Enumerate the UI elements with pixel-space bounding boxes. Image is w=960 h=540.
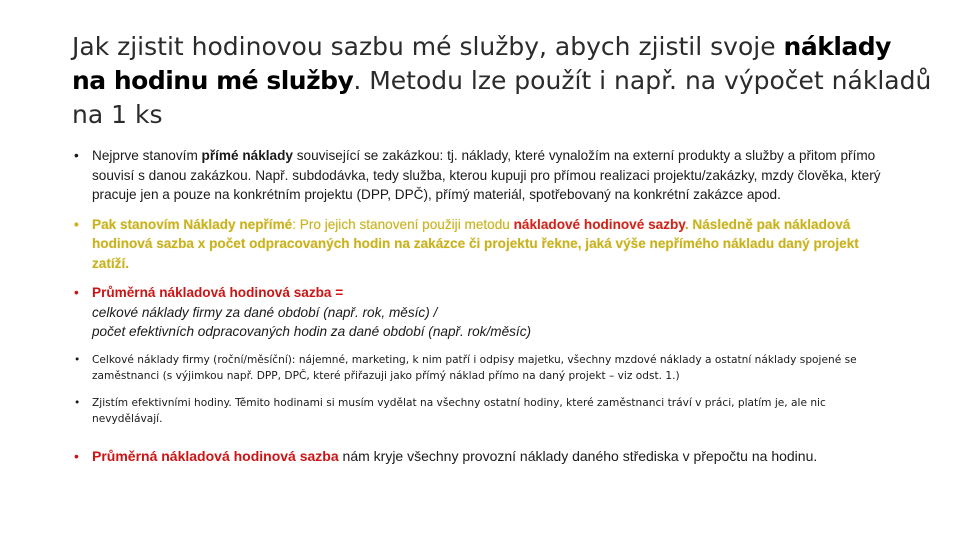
bullet-dot-icon: •: [74, 216, 79, 232]
bullet-1-post: související se zakázkou: tj. náklady, které vynaložím na externí produkty a služby a přitom přímo souvisí s danou zakázkou. Např. subdodávka, tedy služba, kterou kupuji pro přímou realizaci projektu/zakázky, mzdy člověka, který pracuje jen a pouze na konkrétním projektu (DPP, DPČ), přímý materiál, spotřebovaný na konkrétní zakázce apod.: [92, 148, 881, 202]
bullet-rate-summary: [74, 446, 884, 466]
bullet-indirect-costs: [74, 215, 884, 274]
bullet-total-costs: [74, 352, 884, 385]
bullet-list: [74, 146, 884, 466]
bullet-effective-hours: [74, 395, 884, 428]
bullet-2-pre: Pak stanovím Náklady nepřímé: [92, 216, 293, 232]
bullet-2-red: nákladové hodinové sazby: [513, 216, 685, 232]
bullet-dot-icon: •: [74, 396, 81, 409]
bullet-4-text: Celkové náklady firmy (roční/měsíční): nájemné, marketing, k nim patří i odpisy majetku, všechny mzdové náklady a ostatní náklady spojené se zaměstnanci (s výjimkou např. DPP, DPČ, které přiřazuji jako přímý náklad přímo na daný projekt – viz odst. 1.): [92, 353, 857, 382]
bullet-direct-costs: [74, 146, 884, 205]
bullet-2-mid: : Pro jejich stanovení použiji metodu: [292, 216, 514, 232]
bullet-6-label: Průměrná nákladová hodinová sazba: [92, 447, 339, 464]
bullet-dot-icon: •: [74, 447, 79, 464]
title-part-1: Jak zjistit hodinovou sazbu mé služby, abych zjistil svoje: [72, 32, 776, 61]
bullet-6-post: nám kryje všechny provozní náklady daného střediska v přepočtu na hodinu.: [338, 447, 818, 464]
title-part-2: . Metodu lze použít i např. na výpočet nákladů na 1 ks: [72, 66, 932, 129]
title-emphasis: náklady na hodinu mé služby: [72, 32, 891, 95]
formula-denominator: počet efektivních odpracovaných hodin za dané období (např. rok/měsíc): [92, 324, 532, 339]
bullet-dot-icon: •: [74, 285, 79, 300]
slide-title: [72, 30, 932, 132]
bullet-2-post: . Následně pak nákladová hodinová sazba x počet odpracovaných hodin na zakázce či projektu řekne, jaká výše nepřímého nákladu daný projekt zatíží.: [92, 216, 859, 271]
bullet-3-label: Průměrná nákladová hodinová sazba =: [92, 285, 344, 300]
bullet-dot-icon: •: [74, 148, 79, 163]
bullet-average-rate-formula: [74, 283, 884, 342]
bullet-5-text: Zjistím efektivními hodiny. Těmito hodinami si musím vydělat na všechny ostatní hodiny, které zaměstnanci tráví v práci, platím je, ale nic nevydělávají.: [92, 396, 826, 425]
formula-numerator: celkové náklady firmy za dané období (např. rok, měsíc) /: [92, 304, 438, 320]
bullet-dot-icon: •: [74, 353, 81, 366]
bullet-1-pre: Nejprve stanovím: [92, 148, 202, 163]
bullet-1-strong: přímé náklady: [201, 148, 293, 163]
